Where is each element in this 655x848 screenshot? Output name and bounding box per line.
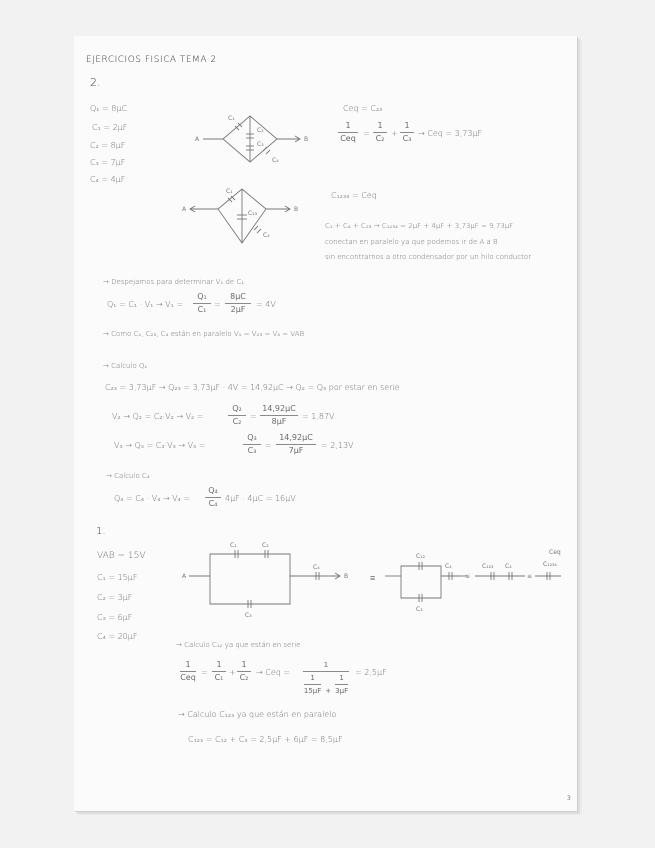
given-c3: C₃ = 7μF — [90, 158, 126, 167]
circuit-diamond-diagram — [195, 108, 320, 168]
v2-result: = 1,87V — [302, 412, 335, 421]
denominator: Ceq — [340, 134, 356, 143]
compound-fraction — [303, 660, 349, 696]
c12-label: C₁₂ — [416, 553, 425, 560]
node-a-label: A — [182, 206, 187, 213]
inner-fraction — [335, 673, 348, 696]
denominator: Ceq — [180, 673, 196, 682]
given-c4: C₄ = 20μF — [97, 632, 138, 641]
fraction — [338, 121, 358, 144]
exercise-2-label: 2. — [90, 76, 101, 89]
c3-label: C₃ — [245, 612, 252, 619]
inner-fraction — [304, 673, 321, 696]
node-b-label: B — [304, 136, 309, 143]
denominator: $\frac{1}{15\mu F}$ + $\frac{1}{3\mu F}$ — [303, 674, 349, 695]
fraction — [193, 292, 211, 315]
node-a-label: A — [195, 136, 200, 143]
circuit-ex1-reduced-diagram — [385, 548, 570, 614]
ceq-label: Ceq — [549, 549, 561, 556]
equals-sign: = — [363, 129, 370, 138]
c3-label: C₃ — [257, 141, 264, 148]
ctotal-title: C₁₂₃₄ = Ceq — [331, 191, 377, 200]
fraction — [212, 660, 226, 683]
parallel-note-line-1: conectan en paralelo ya que podemos ir de A a B — [325, 238, 498, 246]
step-despejamos: → Despejamos para determinar V₁ de C₁ — [103, 278, 245, 286]
denominator: C₂ — [375, 134, 385, 143]
fraction — [260, 404, 298, 427]
v2-equation-start: V₂ → Q₂ = C₂·V₂ → V₂ = — [112, 412, 204, 421]
v3-result: = 2,13V — [321, 441, 354, 450]
denominator: C₃ — [247, 446, 257, 455]
c1-label: C₁ — [228, 115, 235, 122]
c3-label: C₃ — [416, 606, 423, 613]
fraction — [225, 292, 251, 315]
numerator: Q₃ — [247, 433, 257, 442]
numerator: Q₄ — [208, 486, 218, 495]
numerator: 1 — [216, 660, 222, 669]
parallel-note-line-2: sin encontrarnos a otro condensador por un hilo conductor — [325, 253, 532, 261]
c4-label: C₄ — [445, 563, 452, 570]
fraction — [243, 433, 261, 456]
equivalent-sign: ≡ — [370, 574, 376, 584]
given-q1: Q₁ = 8μC — [90, 104, 128, 113]
step-calculo-q2: → Calculo Q₂ — [103, 362, 148, 370]
given-vab: VAB = 15V — [97, 551, 146, 561]
page-number: 3 — [567, 795, 571, 802]
numerator: 1 — [404, 121, 410, 130]
given-c2: C₂ = 3μF — [97, 593, 133, 602]
plus-sign: + — [229, 668, 236, 677]
c4-label: C₄ — [313, 564, 320, 571]
step-calculo-c12: → Calculo C₁₂ ya que están en serie — [176, 641, 301, 649]
ceq-result: → Ceq = 3,73μF — [418, 129, 483, 138]
given-c1: C₁ = 15μF — [97, 573, 138, 582]
exercise-1-label: 1. — [96, 526, 106, 537]
equivalent-sign: ≡ — [465, 573, 471, 580]
ceq-title: Ceq = C₂₃ — [343, 104, 383, 113]
numerator: 1 — [323, 661, 329, 669]
fraction — [205, 486, 221, 509]
given-c4: C₄ = 4μF — [90, 175, 126, 184]
given-c3: C₃ = 6μF — [97, 613, 133, 622]
given-c1: C₁ = 2μF — [92, 123, 128, 132]
step-como-paralelo: → Como C₁, C₂₃, C₄ están en paralelo V₁ = V₂₃ = V₄ = VAB — [103, 330, 305, 338]
capacitor-plate — [266, 150, 270, 154]
equivalent-sign: ≡ — [527, 573, 533, 580]
c4-label: C₄ — [505, 563, 512, 570]
c1-label: C₁ — [230, 542, 237, 549]
v1-result: = 4V — [256, 300, 276, 309]
denominator: C₁ — [197, 305, 207, 314]
c123-label: C₁₂₃ — [482, 563, 494, 570]
numerator: 1 — [377, 121, 383, 130]
denominator: C₁ — [214, 673, 224, 682]
c4-label: C₄ — [263, 232, 270, 239]
page-title: EJERCICIOS FISICA TEMA 2 — [86, 55, 217, 65]
capacitor-plate — [254, 226, 258, 230]
denominator: C₄ — [208, 499, 218, 508]
equals-sign: = — [265, 441, 272, 450]
v1-equation-start: Q₁ = C₁ · V₁ → V₁ = — [107, 300, 184, 309]
circuit-ex1-diagram — [180, 538, 360, 620]
v4-equation-start: Q₄ = C₄ · V₄ → V₄ = — [114, 494, 191, 503]
denominator: C₂ — [232, 417, 242, 426]
numerator: 1 — [241, 660, 247, 669]
step-calculo-c123: → Calculo C₁₂₃ ya que están en paralelo — [178, 710, 337, 719]
denominator: 8μF — [271, 417, 287, 426]
top-branch-wire — [401, 566, 441, 588]
v4-result: 4μF · 4μC = 16μV — [225, 494, 296, 503]
step-calculo-c4: → Calculo C₄ — [106, 472, 150, 480]
inner-denominator: 15μF — [303, 687, 322, 695]
numerator: Q₁ — [197, 292, 207, 301]
c123-equation: C₁₂₃ = C₁₂ + C₃ = 2,5μF + 6μF = 8,5μF — [188, 735, 343, 744]
equals-sign: = — [214, 300, 221, 309]
q23-equation: C₂₃ = 3,73μF → Q₂₃ = 3,73μF · 4V = 14,92μC → Q₂ = Q₃ por estar en serie — [105, 383, 400, 392]
c1-label: C₁ — [226, 188, 233, 195]
numerator: 14,92μC — [262, 404, 296, 413]
numerator: 1 — [345, 121, 351, 130]
equals-sign: = — [201, 668, 208, 677]
node-b-label: B — [344, 573, 349, 580]
c4-label: C₄ — [272, 157, 279, 164]
equals-sign: = — [250, 412, 257, 421]
numerator: 8μC — [230, 292, 246, 301]
top-branch-wire — [210, 554, 290, 596]
fraction — [180, 660, 196, 683]
c1234-label: C₁₂₃₄ — [543, 561, 557, 568]
node-b-label: B — [294, 206, 299, 213]
denominator: 2μF — [230, 305, 246, 314]
node-a-label: A — [182, 573, 187, 580]
numerator: Q₂ — [232, 404, 242, 413]
plus-sign: + — [391, 129, 398, 138]
inner-numerator: 1 — [310, 674, 315, 682]
c2-label: C₂ — [262, 542, 269, 549]
fraction — [373, 121, 387, 144]
ceq-arrow: → Ceq = — [256, 668, 291, 677]
given-c2: C₂ = 8μF — [90, 141, 126, 150]
fraction — [400, 121, 414, 144]
fraction — [237, 660, 251, 683]
fraction — [228, 404, 246, 427]
numerator: 1 — [185, 660, 191, 669]
circuit-reduced-diagram — [180, 185, 310, 247]
denominator: 7μF — [288, 446, 304, 455]
inner-denominator: 3μF — [335, 687, 349, 695]
c2-label: C₂ — [257, 127, 264, 134]
numerator: 14,92μC — [279, 433, 313, 442]
ctotal-equation: C₁ + C₄ + C₂₃ → C₁₂₃₄ = 2μF + 4μF + 3,73μF = 9,73μF — [325, 222, 514, 230]
denominator: C₃ — [402, 134, 412, 143]
inner-numerator: 1 — [339, 674, 344, 682]
denominator: C₂ — [239, 673, 249, 682]
bottom-branch-wire — [401, 588, 441, 598]
v3-equation-start: V₃ → Q₃ = C₃·V₃ → V₃ = — [114, 441, 206, 450]
c23-label: C₂₃ — [248, 210, 257, 217]
c12-result: = 2,5μF — [355, 668, 387, 677]
fraction — [276, 433, 316, 456]
bottom-branch-wire — [210, 596, 290, 604]
capacitor-plate — [257, 229, 261, 233]
